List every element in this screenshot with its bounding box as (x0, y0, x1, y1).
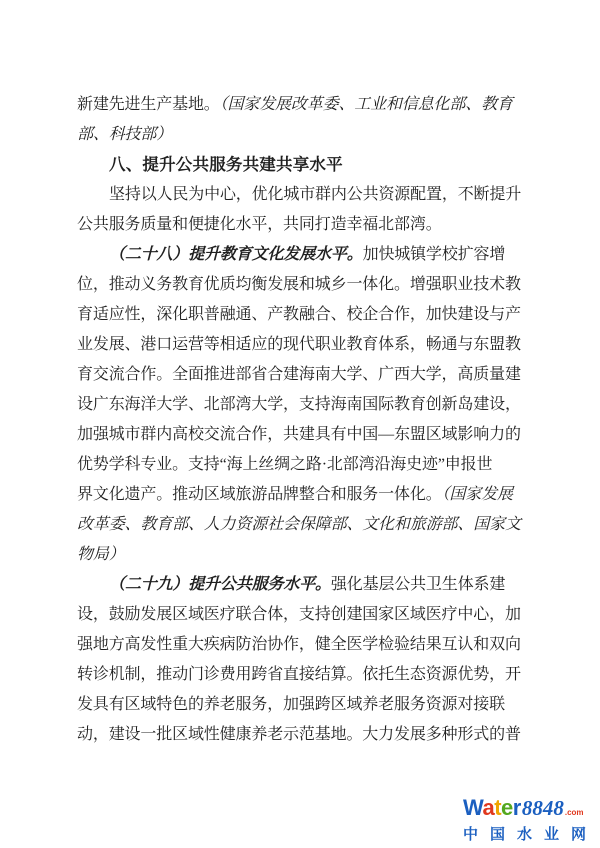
text-segment: 公共服务质量和便捷化水平，共同打造幸福北部湾。 (77, 216, 442, 233)
text-line (77, 450, 524, 480)
text-segment: 新建先进生产基地。 (77, 96, 220, 113)
text-line (77, 390, 524, 420)
text-line (77, 330, 524, 360)
text-segment: 位，推动义务教育优质均衡发展和城乡一体化。增强职业技术教 (77, 276, 521, 293)
text-line (77, 510, 524, 540)
text-segment: 加强城市群内高校交流合作，共建具有中国—东盟区域影响力的 (77, 426, 521, 443)
text-segment: （二十八）提升教育文化发展水平。 (109, 246, 363, 263)
text-segment: 强化基层公共卫生体系建 (330, 576, 506, 593)
text-line (77, 270, 524, 300)
text-line (77, 480, 524, 510)
text-segment: 业发展、港口运营等相适应的现代职业教育体系，畅通与东盟教 (77, 336, 521, 353)
logo-letter: a (482, 795, 495, 820)
text-segment: 部、科技部） (77, 126, 173, 143)
text-line (77, 90, 524, 120)
text-segment: （国家发展 (441, 486, 513, 503)
logo-tagline: 中国水业网 (463, 826, 599, 843)
text-segment: 转诊机制，推动门诊费用跨省直接结算。依托生态资源优势，开 (77, 666, 521, 683)
text-line (77, 120, 524, 150)
text-segment: （国家发展改革委、工业和信息化部、教育 (219, 96, 513, 113)
logo-top-row (463, 795, 599, 822)
text-segment: 改革委、教育部、人力资源社会保障部、文化和旅游部、国家文 (77, 516, 521, 533)
logo-letter: t (494, 795, 502, 820)
text-segment: 设，鼓励发展区域医疗联合体，支持创建国家区域医疗中心，加 (77, 606, 521, 623)
text-line (77, 630, 524, 660)
text-line (77, 570, 524, 600)
logo-letter: e (501, 795, 513, 820)
text-line (77, 690, 524, 720)
text-segment: 发具有区域特色的养老服务，加强跨区域养老服务资源对接联 (77, 696, 505, 713)
text-segment: 设广东海洋大学、北部湾大学，支持海南国际教育创新岛建设， (77, 396, 521, 413)
text-segment: （二十九）提升公共服务水平。 (109, 576, 331, 593)
section-heading (77, 150, 524, 180)
text-segment: 加快城镇学校扩容增 (362, 246, 506, 263)
text-segment: 动，建设一批区域性健康养老示范基地。大力发展多种形式的普 (77, 726, 521, 743)
logo-letter: r (512, 795, 521, 820)
text-line (77, 660, 524, 690)
text-segment: 育适应性，深化职普融通、产教融合、校企合作，加快建设与产 (77, 306, 521, 323)
logo-tld: .com (564, 808, 584, 817)
text-segment: 八、提升公共服务共建共享水平 (109, 156, 343, 174)
text-line (77, 720, 524, 750)
logo-letter: W (463, 795, 483, 820)
logo-wordmark (463, 795, 521, 821)
text-segment: 物局） (77, 546, 125, 563)
text-segment: 坚持以人民为中心，优化城市群内公共资源配置，不断提升 (109, 186, 522, 203)
text-line (77, 360, 524, 390)
text-segment: 育交流合作。全面推进部省合建海南大学、广西大学，高质量建 (77, 366, 521, 383)
text-line (77, 210, 524, 240)
text-line (77, 420, 524, 450)
text-segment: 强地方高发性重大疾病防治协作，健全医学检验结果互认和双向 (77, 636, 521, 653)
text-line (77, 240, 524, 270)
text-line (77, 300, 524, 330)
text-segment: 界文化遗产。推动区域旅游品牌整合和服务一体化。 (77, 486, 442, 503)
logo-number: 8848 (521, 796, 564, 820)
text-line (77, 600, 524, 630)
text-line (77, 540, 524, 570)
text-line (77, 180, 524, 210)
document-body (77, 90, 524, 750)
water8848-logo (463, 795, 599, 845)
text-segment: 优势学科专业。支持“海上丝绸之路·北部湾沿海史迹”申报世 (77, 456, 493, 473)
